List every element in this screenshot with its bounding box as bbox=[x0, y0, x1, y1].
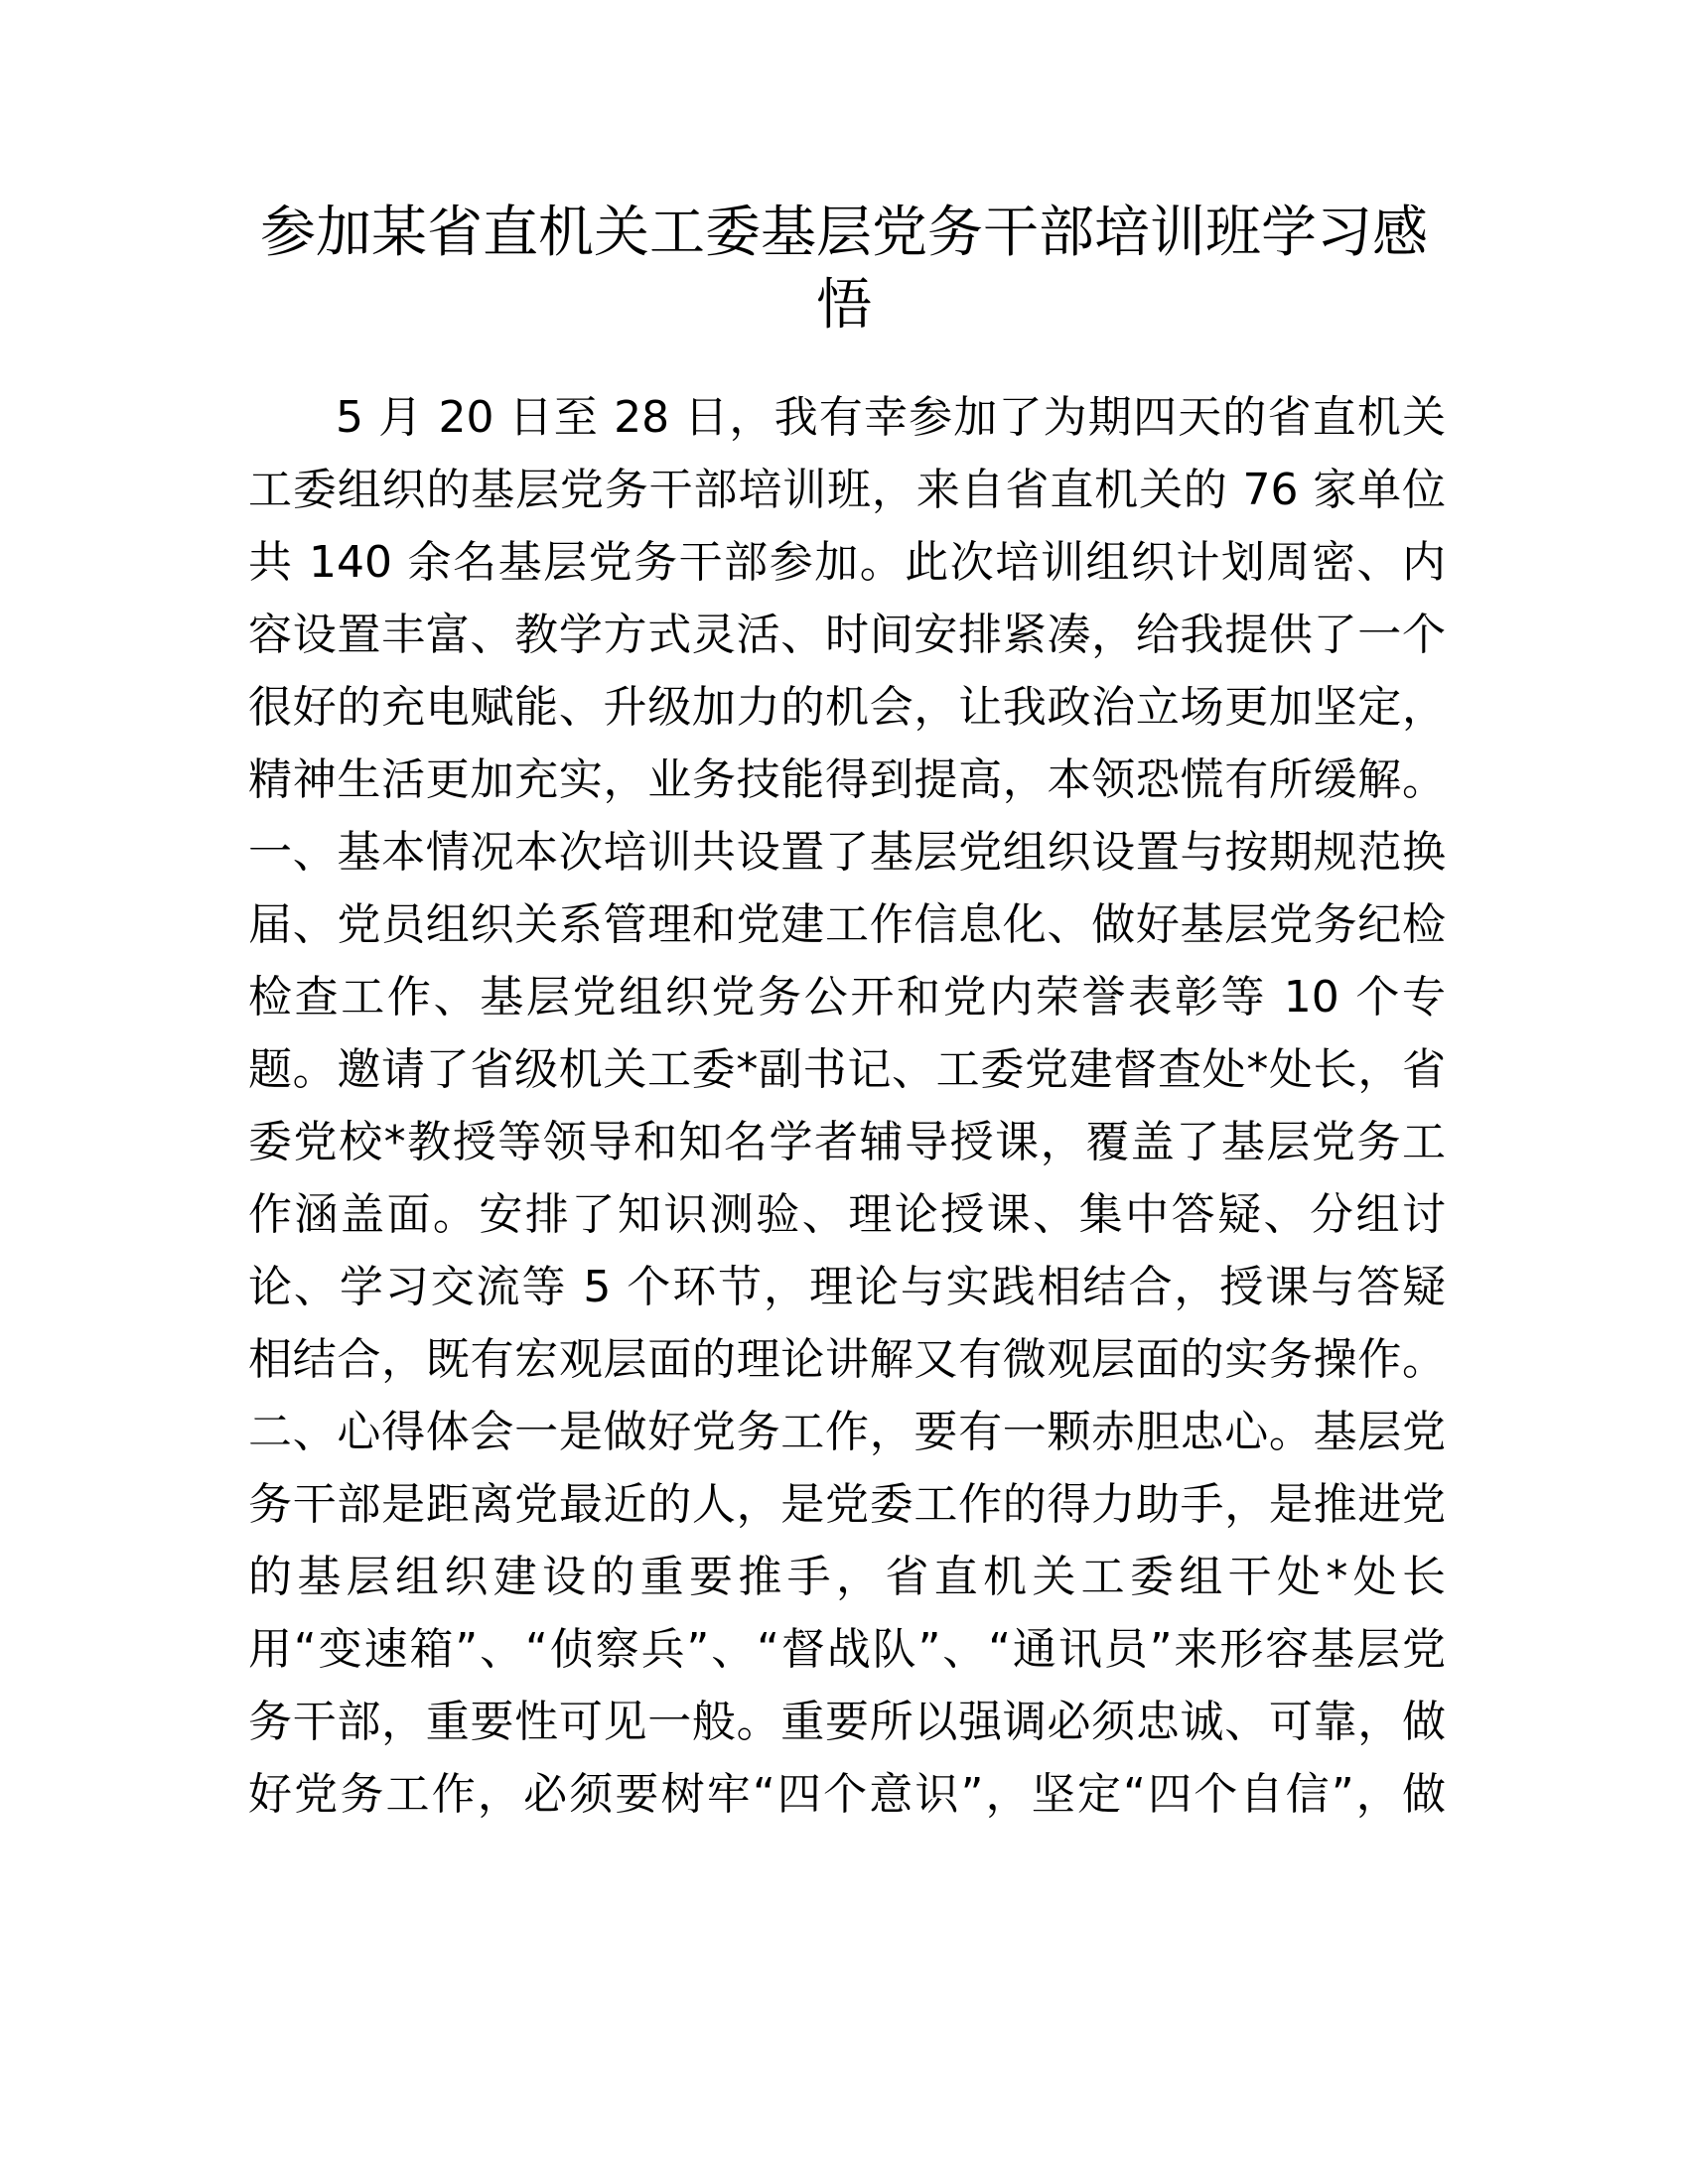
document-body bbox=[248, 381, 1446, 1831]
body-line: 好党务工作，必须要树牢“四个意识”，坚定“四个自信”，做 bbox=[248, 1769, 1446, 1820]
body-line: 论、学习交流等 5 个环节，理论与实践相结合，授课与答疑 bbox=[248, 1262, 1446, 1312]
body-line: 5 月 20 日至 28 日，我有幸参加了为期四天的省直机关 bbox=[336, 392, 1446, 443]
body-line: 委党校*教授等领导和知名学者辅导授课，覆盖了基层党务工 bbox=[248, 1117, 1446, 1167]
body-line: 共 140 余名基层党务干部参加。此次培训组织计划周密、内 bbox=[248, 537, 1446, 588]
body-line: 容设置丰富、教学方式灵活、时间安排紧凑，给我提供了一个 bbox=[248, 610, 1446, 660]
body-line: 用“变速箱”、“侦察兵”、“督战队”、“通讯员”来形容基层党 bbox=[248, 1624, 1446, 1675]
body-line: 二、心得体会一是做好党务工作，要有一颗赤胆忠心。基层党 bbox=[248, 1407, 1446, 1457]
body-line: 题。邀请了省级机关工委*副书记、工委党建督查处*处长，省 bbox=[248, 1044, 1446, 1095]
body-line: 检查工作、基层党组织党务公开和党内荣誉表彰等 10 个专 bbox=[248, 972, 1446, 1023]
body-line: 工委组织的基层党务干部培训班，来自省直机关的 76 家单位 bbox=[248, 465, 1446, 515]
body-line: 一、基本情况本次培训共设置了基层党组织设置与按期规范换 bbox=[248, 827, 1446, 878]
document-title: 参加某省直机关工委基层党务干部培训班学习感悟 bbox=[260, 201, 1428, 338]
body-line: 作涵盖面。安排了知识测验、理论授课、集中答疑、分组讨 bbox=[248, 1189, 1446, 1240]
body-line: 务干部是距离党最近的人，是党委工作的得力助手，是推进党 bbox=[248, 1479, 1446, 1530]
body-line: 精神生活更加充实，业务技能得到提高，本领恐慌有所缓解。 bbox=[248, 754, 1446, 805]
body-line: 届、党员组织关系管理和党建工作信息化、做好基层党务纪检 bbox=[248, 899, 1446, 950]
body-line: 务干部，重要性可见一般。重要所以强调必须忠诚、可靠，做 bbox=[248, 1697, 1446, 1747]
body-line: 的基层组织建设的重要推手，省直机关工委组干处*处长 bbox=[248, 1552, 1446, 1602]
body-line: 相结合，既有宏观层面的理论讲解又有微观层面的实务操作。 bbox=[248, 1334, 1446, 1385]
body-line: 很好的充电赋能、升级加力的机会，让我政治立场更加坚定， bbox=[248, 682, 1446, 733]
